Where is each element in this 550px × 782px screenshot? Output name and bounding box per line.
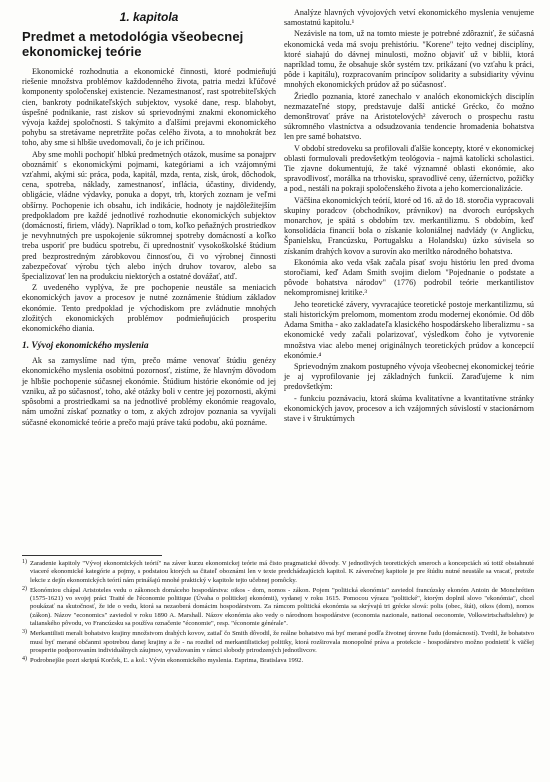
body-paragraph: Z uvedeného vyplýva, že pre pochopenie neustále sa meniacich ekonomických javov a procesov je nutné zoznámenie štúdium základov ekonómie. Tento predpoklad je východiskom pre zvládnutie mnohých zložitých ekonomických problémov podmieňujúcich prosperitu ekonomického diania.: [22, 283, 276, 334]
body-paragraph: Aby sme mohli pochopiť hlbkú predmetných otázok, musíme sa ponajprv oboznámiť s ekonomickými pojmami, kategóriami a ich vzájomnými vzťahmi, akými sú: práca, poda, kapitál, mzda, renta, zisk, úrok, dôchodok, cena, spotreba, náklady, zamestnanosť, inflácia, účastiny, dividendy, obligácie, vládne výdavky, ponuka a dopyt, trh, ktorých zoznam je veľmi obšírny. Pochopenie ich obsahu, ich indikácie, hodnoty je najdôležitejším predpokladom pre každé jednotlivé rozhodnutie ekonomických subjektov (domácností, firiem, vlády). Napríklad o tom, koľko peňažných prostriedkov je nevyhnutných pre uspokojenie súkromnej spotreby domácností a koľko treba usporiť pre budúcu spotrebu, či uprednostniť vysokoškolské štúdium pred bezprostredným zárobkovou činnosťou, či vo výrobnej činnosti zabezpečovať výrobu tých alebo iných druhov tovarov, alebo sa špecializovať len na produkciu niektorých a ostatné dovážať, atď.: [22, 149, 276, 282]
footnote-text: Ekonómiou chápal Aristoteles vedu o zákonoch domáceho hospodárstva: oikos - dom, nomos - zákon. Pojem "politická ekonómia" zaviedol francúzsky ekonóm Antoin de Monchrétien (1575-1621) vo svojej práci Traité de l'économie politique (Úvaha o politickej ekonómii), vydanej v roku 1615. Pomocou výrazu "politické", ktorým doplnil slovo "ekonómia", chcel poukázať na skutočnosť, že ide o vedu, ktorá sa nezaoberá domácim hospodárstvom. Za rámcom politická ekonómia sa skrývajú tri grécke slová: polis (obec, štát), oikos (dom), nomos (zákon). Názov "economics" zaviedol v roku 1890 A. Marshall. Názov ekonómia ako vedy o národnom hospodárstve (economia nazionale, national oeconomie, Volkswirtschaftslehre) je talianského pôvodu, vo Francúzsku sa používa označenie "économie", resp. "économie générale".: [30, 586, 534, 628]
footnote: [22, 657, 534, 665]
body-paragraph: V období stredoveku sa profilovali ďalšie koncepty, ktoré v ekonomickej oblasti formulovali predovšetkým teológovia - najmä katolícki scholastici. Tie zjavne dokumentujú, že také významné oblasti ekonómie, ako spravodlivosť, morálka na trhovisku, spravodlivé ceny, úžerníctvo, požičky a pod., nestáli na pokraji spoločenského života a jeho komercionalizácie.: [284, 143, 534, 194]
right-column: [284, 8, 534, 424]
footnote-number: 3): [22, 629, 27, 636]
footnote: [22, 560, 534, 585]
body-paragraph: Ekonomické rozhodnutia a ekonomické činnosti, ktoré podmieňujú riešenie množstva problémov každodenného života, patria medzi kľúčové komponenty spoločenskej existencie. Nezamestnanosť, rast spotrebiteľských cien, bankroty podnikateľských subjektov, vysoké dane, resp. blahobyt, úspešné podnikanie, rast ziskov sú sprievodnými znakmi ekonomického vývoja každej spoločnosti. S takýmito a ďalšími prejavmi ekonomického pohybu sa stretávame nepretržite počas celého života, a to mnohokrát bez toho, aby sme si hlbšie uvedomovali, čo je ich príčinou.: [22, 67, 276, 148]
footnote-number: 1): [22, 559, 27, 565]
body-paragraph: Ekonómia ako veda však začala písať svoju históriu len pred dvoma storočiami, keď Adam Smith svojim dielom "Pojednanie o podstate a pôvode bohatstva národov" (1776) podrobil teórie merkantilistov nekompromisnej kritike.³: [284, 257, 534, 298]
footnote-rule: [22, 555, 162, 556]
section-paragraph: Ak sa zamyslíme nad tým, prečo máme venovať štúdiu genézy ekonomického myslenia osobitnú pozornosť, zistíme, že hlavným dôvodom je hlbšie pochopenie súčasnej ekonómie. Štúdium histórie ekonómie od jej vzniku, až po súčasnosť, toho, aké otázky boli v centre jej pozornosti, akými spôsobmi a prostriedkami sa na jednotlivé problémy ekonómie reagovalo, nám umožní získať poznatky o tom, z akých zdrojov poznania sa vyvíjali súčasné ekonomické teórie a prečo majú práve takú podobu, akú poznáme.: [22, 356, 276, 427]
body-paragraph: Jeho teoretické závery, vyvracajúce teoretické postoje merkantilizmu, sú stali historickým prelomom, momentom zrodu modernej ekonómie. Od dôb Adama Smitha - ako zakladateľa klasického hospodárskeho liberalizmu - sa ekonomické vedy začali polarizovať, výsledkom čoho je vytvorenie množstva viac alebo menej originálnych teoretických prúdov a koncepcií ekonómie.⁴: [284, 299, 534, 360]
section-heading: 1. Vývoj ekonomického myslenia: [22, 341, 149, 352]
footnote-number: 4): [22, 656, 27, 663]
left-column: [22, 8, 276, 428]
footnote: [22, 630, 534, 655]
footnote-text: Zaradenie kapitoly "Vývoj ekonomických teórií" na záver kurzu ekonomickej teórie má čisto pragmatické dôvody. V jednotlivých teoretických smeroch a koncepciách sú totiž obsiahnuté viaceré ekonomické kategórie a pojmy, s podstatou ktorých sa čitateľ oboznámi len v texte predchádzajúcich kapitol. K záverečnej kapitole je pre štúdiu nutné neustále sa vracať, pretože lekcie z dejín ekonomických teórií nám prinášajú mnohé praktický v kapitole tejto učebnej pomôcky.: [30, 560, 534, 584]
footnote: [22, 587, 534, 628]
footnote-number: 2): [22, 585, 27, 592]
footnote-text: Merkantilisti merali bohatstvo krajiny množstvom drahých kovov, zatiaľ čo Smith dôvodil, že reálne bohatstvo má byť merané podľa životnej úrovne ľudu (domácností). Tvrdil, že bohatstvo musí byť merané občanmi spotrebou danej krajiny a že - na rozdiel od merkantilistickej politiky, ktorá rozširovala monopolné práva a protekcie - hospodárstvo možno podnietiť k väčšej prosperite podporovaním individuálnych záujmov, vyvažovaním v rámci slobody prirodzených jednotlivcov.: [30, 630, 534, 654]
chapter-label: 1. kapitola: [119, 10, 179, 24]
chapter-title: Predmet a metodológia všeobecnej ekonomickej teórie: [22, 29, 244, 59]
footnotes: [22, 560, 534, 668]
body-paragraph: Sprievodným znakom postupného vývoja všeobecnej ekonomickej teórie je aj vyprofilovanie jej základných funkcií. Zaraďujeme k nim predovšetkým:: [284, 361, 534, 392]
intro-text: [22, 67, 276, 334]
body-paragraph: Väčšina ekonomických teórií, ktoré od 16. až do 18. storočia vypracovali skupiny poradcov (obchodníkov, právnikov) na dvoroch európskych monarchov, je spätá s obdobím tzv. merkantilizmu. S obdobím, keď konsolidácia financií bola o získanie koloniálnej nadvlády (v Anglicku, Španielsku, Francúzsku, Portugalsku a Holandsku) úzko súvisela so získaním drahých kovov a surovín ako meriltko národného bohatstva.: [284, 195, 534, 256]
body-paragraph: Analýze hlavných vývojových vetví ekonomického myslenia venujeme samostatnú kapitolu.¹: [284, 8, 534, 28]
body-paragraph: Žriedlo poznania, ktoré zanechalo v analóch ekonomických disciplín nezmazateľné stopy, predstavuje další antické Grécko, čo možno demonštrovať práve na Aristotelových² záveroch o prospechu rastu súkromného vlastníctva a odsudzovania tendencie hromadenia bohatstva len pre samé bohatstvo.: [284, 91, 534, 142]
body-paragraph: - funkciu poznávaciu, ktorá skúma kvalitatívne a kvantitatívne stránky ekonomických javov, procesov a ich vzájomných súvislostí v stacionárnom stave i v štruktúrnych: [284, 393, 534, 423]
footnote-text: Podrobnejšie pozri skriptá Korček, Ľ. a kol.: Vývin ekonomického myslenia. Esprima, Bratislava 1992.: [30, 657, 304, 665]
body-paragraph: Nezávisle na tom, už na tomto mieste je potrebné zdôrazniť, že súčasná ekonomická veda má svoju prehistóriu. "Korene" tejto vednej disciplíny, ktoré siahajú do dávnej minulosti, možno objaviť už v biblii, ktorá napríklad tomu, že obsahuje skôr systém tzv. prikázaní (vo vzťahu k práci, pôde i kapitálu), rozpracovaním princípov solidarity a subsidiarity vývinu mnohých ekonomických prúdov až po súčasnosť.: [284, 29, 534, 90]
